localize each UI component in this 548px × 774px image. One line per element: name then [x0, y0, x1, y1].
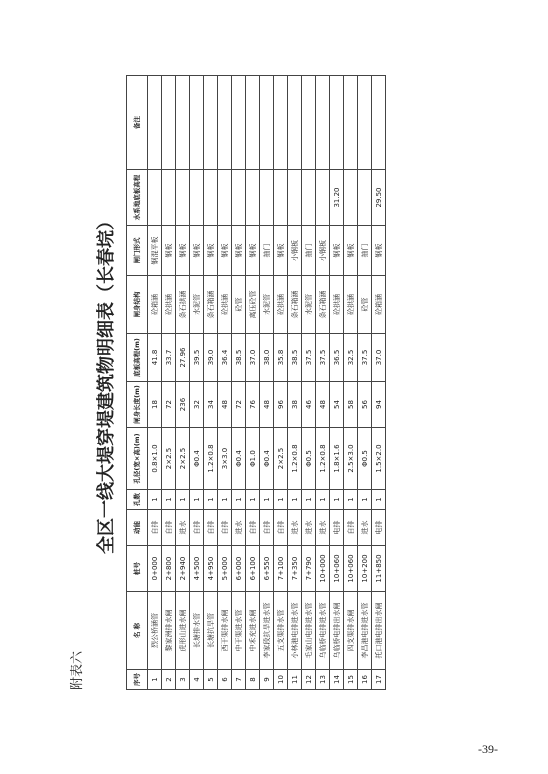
rotated-table-page	[94, 76, 383, 690]
table-cell: 1	[190, 490, 204, 510]
table-row	[148, 76, 162, 690]
table-cell	[302, 170, 316, 226]
table-row	[190, 76, 204, 690]
table-cell: 小钢板	[316, 226, 330, 276]
table-cell: 李昌港电排进水管	[358, 592, 372, 670]
table-cell	[176, 76, 190, 170]
table-cell: 32	[190, 382, 204, 428]
table-cell: 1	[148, 490, 162, 510]
table-cell	[260, 76, 274, 170]
table-cell	[204, 76, 218, 170]
table-cell: 砼拱涵	[330, 276, 344, 334]
table-cell: 进水	[288, 510, 302, 546]
table-cell: 10+060	[330, 546, 344, 592]
table-cell: 39.0	[204, 334, 218, 382]
column-header: 名 称	[127, 592, 148, 670]
table-cell: 10+000	[316, 546, 330, 592]
column-header: 闸门形式	[127, 226, 148, 276]
table-cell	[372, 76, 386, 170]
column-header: 孔数	[127, 490, 148, 510]
table-cell	[232, 76, 246, 170]
table-row	[344, 76, 358, 690]
table-cell: 1	[372, 490, 386, 510]
table-cell: 钢混平板	[148, 226, 162, 276]
table-cell: 条石箱涵	[288, 276, 302, 334]
table-cell: 托口港电排出水闸	[372, 592, 386, 670]
table-cell: 11+850	[372, 546, 386, 592]
table-cell: 乌临桥电排进水管	[316, 592, 330, 670]
column-header: 桩号	[127, 546, 148, 592]
table-cell: 6	[218, 670, 232, 690]
table-cell	[162, 170, 176, 226]
table-cell: Φ1.0	[246, 428, 260, 490]
table-cell: 钢板	[330, 226, 344, 276]
table-cell: 7+100	[274, 546, 288, 592]
table-cell	[330, 76, 344, 170]
table-cell: 自排	[218, 510, 232, 546]
table-cell: 34	[204, 382, 218, 428]
table-cell: 2×2.5	[274, 428, 288, 490]
table-cell	[274, 170, 288, 226]
table-cell: 3×3.0	[218, 428, 232, 490]
table-cell: Φ0.4	[260, 428, 274, 490]
table-cell: 8	[246, 670, 260, 690]
table-cell: 1.2×0.8	[288, 428, 302, 490]
table-cell: 砼拱涵	[218, 276, 232, 334]
table-cell: 抽门	[260, 226, 274, 276]
table-cell: 2+940	[176, 546, 190, 592]
table-cell: 6+000	[232, 546, 246, 592]
table-cell: 抽门	[302, 226, 316, 276]
table-row	[316, 76, 330, 690]
table-cell	[316, 76, 330, 170]
table-cell: 58	[344, 382, 358, 428]
table-cell	[358, 170, 372, 226]
table-cell	[288, 76, 302, 170]
table-cell: 6+550	[260, 546, 274, 592]
table-cell: 1	[330, 490, 344, 510]
column-header: 闸身结构	[127, 276, 148, 334]
table-cell: 1.5×2.0	[372, 428, 386, 490]
table-cell: 进水	[358, 510, 372, 546]
table-cell: 西干渠排水闸	[218, 592, 232, 670]
table-cell: 18	[148, 382, 162, 428]
table-cell: 砼箱涵	[372, 276, 386, 334]
column-header: 底板高程(m)	[127, 334, 148, 382]
table-cell: 48	[316, 382, 330, 428]
table-cell	[148, 76, 162, 170]
table-cell: 33.7	[162, 334, 176, 382]
table-cell: 自排	[148, 510, 162, 546]
table-cell: 46	[302, 382, 316, 428]
table-cell: 2×2.5	[162, 428, 176, 490]
table-cell: 1	[204, 490, 218, 510]
table-cell: Φ0.4	[232, 428, 246, 490]
table-cell: 电排	[330, 510, 344, 546]
table-cell: 小林港电排进水管	[288, 592, 302, 670]
table-cell: 1	[260, 490, 274, 510]
table-row	[330, 76, 344, 690]
table-cell: 钢板	[344, 226, 358, 276]
table-cell: 1	[218, 490, 232, 510]
table-cell: 2×2.5	[176, 428, 190, 490]
table-cell: 48	[218, 382, 232, 428]
table-cell: 砼管	[232, 276, 246, 334]
table-cell: 砼拱涵	[274, 276, 288, 334]
table-cell: 37.5	[302, 334, 316, 382]
table-cell	[218, 76, 232, 170]
table-cell	[344, 170, 358, 226]
table-cell	[204, 170, 218, 226]
table-cell: 烈公桥涵管	[148, 592, 162, 670]
table-row	[260, 76, 274, 690]
table-cell: 钢板	[246, 226, 260, 276]
table-cell: 236	[176, 382, 190, 428]
table-cell: 72	[162, 382, 176, 428]
table-cell: 钢板	[372, 226, 386, 276]
structures-table	[126, 75, 386, 690]
table-cell: 进水	[176, 510, 190, 546]
table-cell	[344, 76, 358, 170]
table-cell: 砼拱涵	[162, 276, 176, 334]
table-cell: 水泥管	[302, 276, 316, 334]
table-cell	[260, 170, 274, 226]
table-row	[358, 76, 372, 690]
table-cell: 54	[330, 382, 344, 428]
table-cell: 38.5	[232, 334, 246, 382]
table-cell: 27.96	[176, 334, 190, 382]
table-cell: 条石箱涵	[204, 276, 218, 334]
table-cell: 1	[316, 490, 330, 510]
table-cell: 自排	[246, 510, 260, 546]
table-cell	[232, 170, 246, 226]
table-cell	[246, 76, 260, 170]
table-cell: 6+100	[246, 546, 260, 592]
table-cell: 48	[260, 382, 274, 428]
table-cell: 4+500	[190, 546, 204, 592]
table-cell: 76	[246, 382, 260, 428]
table-cell: 37.0	[372, 334, 386, 382]
table-cell: 2+800	[162, 546, 176, 592]
table-cell: 水泥管	[190, 276, 204, 334]
table-cell: 1.8×1.6	[330, 428, 344, 490]
table-cell: 13	[316, 670, 330, 690]
table-cell: 31.20	[330, 170, 344, 226]
table-cell: 毛家山电排进水管	[302, 592, 316, 670]
table-cell: 15	[344, 670, 358, 690]
table-cell	[218, 170, 232, 226]
table-cell: 条石拱涵	[176, 276, 190, 334]
table-cell	[148, 170, 162, 226]
page-title: 全区一线大堤穿堤建筑物明细表（长春垸）	[96, 212, 117, 554]
table-cell: 1.2×0.8	[316, 428, 330, 490]
table-row	[204, 76, 218, 690]
table-row	[288, 76, 302, 690]
table-row	[302, 76, 316, 690]
table-cell: 11	[288, 670, 302, 690]
table-row	[274, 76, 288, 690]
table-cell	[274, 76, 288, 170]
table-cell: Φ0.5	[302, 428, 316, 490]
table-cell: 36.4	[218, 334, 232, 382]
table-cell: 10	[274, 670, 288, 690]
table-cell: 7	[232, 670, 246, 690]
table-cell: 中干渠进水管	[232, 592, 246, 670]
column-header: 孔径(宽×高)(m)	[127, 428, 148, 490]
table-cell	[302, 76, 316, 170]
table-cell: 3	[176, 670, 190, 690]
table-cell: 自排	[344, 510, 358, 546]
table-cell: 钢板	[274, 226, 288, 276]
table-cell	[246, 170, 260, 226]
table-cell: 38.5	[288, 334, 302, 382]
table-cell: 9	[260, 670, 274, 690]
table-cell: 1	[162, 490, 176, 510]
table-cell: 钢板	[190, 226, 204, 276]
table-cell: 长塘抗旱管	[204, 592, 218, 670]
table-cell: 4	[190, 670, 204, 690]
table-cell: 钢板	[162, 226, 176, 276]
table-cell: 1	[246, 490, 260, 510]
table-cell: 进水	[302, 510, 316, 546]
table-cell: 1	[288, 490, 302, 510]
table-cell: 14	[330, 670, 344, 690]
table-cell: 钢板	[218, 226, 232, 276]
table-cell: 条石箱涵	[316, 276, 330, 334]
table-cell: 1	[358, 490, 372, 510]
table-cell: 进水	[316, 510, 330, 546]
table-cell: 7+790	[302, 546, 316, 592]
table-cell: Φ0.4	[190, 428, 204, 490]
table-cell: 37.0	[246, 334, 260, 382]
table-cell: 39.5	[190, 334, 204, 382]
page-number: -39-	[478, 742, 498, 756]
table-cell	[176, 170, 190, 226]
table-cell: 离压砼管	[246, 276, 260, 334]
table-cell: 钢板	[204, 226, 218, 276]
table-cell: 72	[232, 382, 246, 428]
table-cell: 36.5	[330, 334, 344, 382]
table-cell: 5	[204, 670, 218, 690]
table-cell: 长塘排水管	[190, 592, 204, 670]
table-cell: 38.0	[260, 334, 274, 382]
table-cell	[162, 76, 176, 170]
column-header: 水系地底板高程	[127, 170, 148, 226]
table-cell: 自排	[274, 510, 288, 546]
data-table-wrap	[126, 76, 383, 690]
table-cell: Φ0.5	[358, 428, 372, 490]
table-cell	[190, 76, 204, 170]
table-cell: 4+950	[204, 546, 218, 592]
table-cell: 29.50	[372, 170, 386, 226]
appendix-label: 附表六	[70, 650, 85, 690]
table-cell: 自排	[204, 510, 218, 546]
table-cell: 自排	[190, 510, 204, 546]
table-row	[372, 76, 386, 690]
table-cell: 虎形山进水闸	[176, 592, 190, 670]
table-cell: 乌临桥电排出水闸	[330, 592, 344, 670]
table-row	[218, 76, 232, 690]
table-row	[176, 76, 190, 690]
table-cell: 砼拱涵	[344, 276, 358, 334]
table-cell: 7+350	[288, 546, 302, 592]
table-cell: 进水	[232, 510, 246, 546]
table-cell: 自排	[260, 510, 274, 546]
table-cell: 水泥管	[260, 276, 274, 334]
table-cell	[288, 170, 302, 226]
column-header: 序号	[127, 670, 148, 690]
table-cell: 94	[372, 382, 386, 428]
table-cell: 五支渠排水管	[274, 592, 288, 670]
table-cell: 1.2×0.8	[204, 428, 218, 490]
table-cell: 1	[176, 490, 190, 510]
table-cell: 小钢板	[288, 226, 302, 276]
table-cell: 96	[274, 382, 288, 428]
table-cell: 41.8	[148, 334, 162, 382]
table-cell: 16	[358, 670, 372, 690]
table-cell: 钢板	[176, 226, 190, 276]
column-header: 动能	[127, 510, 148, 546]
table-cell: 37.5	[316, 334, 330, 382]
table-cell: 12	[302, 670, 316, 690]
table-cell: 35.8	[274, 334, 288, 382]
table-cell: 中禾充进水闸	[246, 592, 260, 670]
table-row	[246, 76, 260, 690]
table-cell: 0+000	[148, 546, 162, 592]
table-cell: 四支渠排水闸	[344, 592, 358, 670]
table-cell: 钢板	[232, 226, 246, 276]
header-row	[127, 76, 148, 690]
column-header: 闸身长度(m)	[127, 382, 148, 428]
table-cell: 1	[232, 490, 246, 510]
table-row	[232, 76, 246, 690]
table-cell: 砼管	[358, 276, 372, 334]
table-cell: 砼箱涵	[148, 276, 162, 334]
table-cell: 0.8×1.0	[148, 428, 162, 490]
table-cell: 37.5	[358, 334, 372, 382]
table-cell: 56	[358, 382, 372, 428]
table-cell	[316, 170, 330, 226]
table-cell: 1	[302, 490, 316, 510]
table-cell: 1	[148, 670, 162, 690]
table-cell: 电排	[372, 510, 386, 546]
table-cell: 10+060	[344, 546, 358, 592]
table-cell: 5+000	[218, 546, 232, 592]
table-cell: 1	[274, 490, 288, 510]
table-cell: 17	[372, 670, 386, 690]
table-cell: 李家段抗旱进水管	[260, 592, 274, 670]
table-cell: 1	[344, 490, 358, 510]
table-row	[162, 76, 176, 690]
table-cell: 38	[288, 382, 302, 428]
table-cell: 32.5	[344, 334, 358, 382]
column-header: 备注	[127, 76, 148, 170]
table-cell	[358, 76, 372, 170]
table-cell: 自排	[162, 510, 176, 546]
table-cell	[190, 170, 204, 226]
table-cell: 2	[162, 670, 176, 690]
table-cell: 2.5×3.0	[344, 428, 358, 490]
table-cell: 10+200	[358, 546, 372, 592]
table-cell: 黎家洲排水闸	[162, 592, 176, 670]
table-cell: 抽门	[358, 226, 372, 276]
